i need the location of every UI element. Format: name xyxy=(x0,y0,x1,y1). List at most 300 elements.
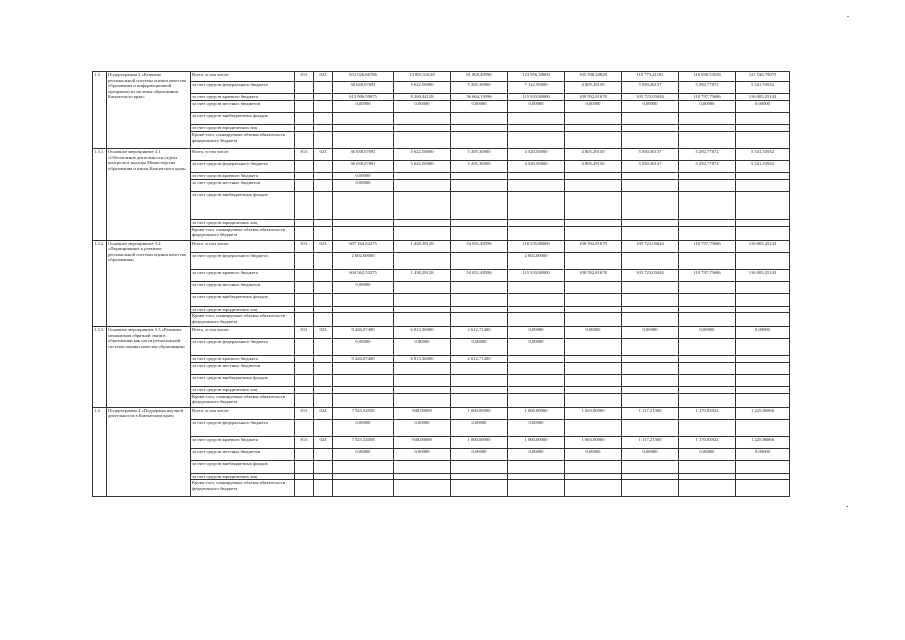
total-amount-cell: 7 525,32058 xyxy=(333,436,394,448)
grbs-code xyxy=(295,306,314,313)
year-amount-cell xyxy=(565,173,622,180)
program-code xyxy=(314,82,333,94)
grbs-code xyxy=(295,473,314,480)
grbs-code xyxy=(295,220,314,227)
table-row xyxy=(93,192,790,220)
year-amount-cell: 123 956,38000 xyxy=(508,72,565,82)
year-amount-cell xyxy=(508,125,565,132)
funding-source-label: Кроме того, планируемые объемы обязательств федерального бюджета xyxy=(191,393,295,407)
table-row xyxy=(93,82,790,94)
year-amount-cell xyxy=(679,393,736,407)
year-amount-cell xyxy=(394,220,451,227)
year-amount-cell xyxy=(565,125,622,132)
year-amount-cell: 2 602,00000 xyxy=(508,252,565,269)
grbs-code xyxy=(295,460,314,473)
year-amount-cell xyxy=(451,180,508,192)
funding-source-label: за счет средств краевого бюджета xyxy=(191,436,295,448)
year-amount-cell: 5 541,53932 xyxy=(736,82,790,94)
program-code xyxy=(314,252,333,269)
funding-source-label: Всего, в том числе: xyxy=(191,327,295,339)
year-amount-cell: 0,00000 xyxy=(451,101,508,113)
year-amount-cell: 0,00000 xyxy=(679,101,736,113)
year-amount-cell xyxy=(451,226,508,240)
year-amount-cell xyxy=(679,220,736,227)
year-amount-cell: 0,00000 xyxy=(394,448,451,460)
budget-table xyxy=(92,71,790,497)
year-amount-cell xyxy=(451,132,508,149)
year-amount-cell xyxy=(451,125,508,132)
year-amount-cell xyxy=(622,113,679,125)
funding-source-label: за счет средств местных бюджетов xyxy=(191,281,295,293)
year-amount-cell xyxy=(451,220,508,227)
year-amount-cell xyxy=(508,173,565,180)
year-amount-cell: 5 050,36137 xyxy=(622,161,679,173)
grbs-code: 813 xyxy=(295,407,314,419)
funding-source-label: Всего, в том числе: xyxy=(191,149,295,161)
year-amount-cell xyxy=(622,419,679,436)
item-number: 1.3.3. xyxy=(93,327,107,408)
year-amount-cell xyxy=(451,387,508,394)
program-code xyxy=(314,473,333,480)
year-amount-cell: 1 225,86866 xyxy=(736,407,790,419)
year-amount-cell xyxy=(565,192,622,220)
year-amount-cell: 115 933,88000 xyxy=(508,269,565,281)
year-amount-cell xyxy=(565,393,622,407)
funding-source-label: Всего, в том числе: xyxy=(191,240,295,252)
program-code: 024 xyxy=(314,407,333,419)
year-amount-cell xyxy=(508,192,565,220)
funding-source-label: Кроме того, планируемые объемы обязательств федерального бюджета xyxy=(191,226,295,240)
total-amount-cell xyxy=(333,192,394,220)
funding-source-label: за счет средств федерального бюджета xyxy=(191,252,295,269)
total-amount-cell: 0,00000 xyxy=(333,448,394,460)
year-amount-cell: 948,00000 xyxy=(394,436,451,448)
year-amount-cell: 6 813,36000 xyxy=(394,356,451,363)
total-amount-cell: 0,00000 xyxy=(333,173,394,180)
year-amount-cell xyxy=(565,473,622,480)
program-code xyxy=(314,375,333,387)
year-amount-cell xyxy=(508,480,565,497)
year-amount-cell: 116 090,53558 xyxy=(679,72,736,82)
program-code xyxy=(314,363,333,375)
table-row xyxy=(93,226,790,240)
year-amount-cell xyxy=(679,173,736,180)
year-amount-cell xyxy=(508,393,565,407)
year-amount-cell xyxy=(394,460,451,473)
grbs-code xyxy=(295,101,314,113)
grbs-code xyxy=(295,387,314,394)
year-amount-cell xyxy=(736,252,790,269)
year-amount-cell: 1 060,00000 xyxy=(451,436,508,448)
year-amount-cell xyxy=(622,132,679,149)
table-row xyxy=(93,448,790,460)
year-amount-cell: 5 541,53932 xyxy=(736,161,790,173)
year-amount-cell xyxy=(622,173,679,180)
year-amount-cell: 1 117,21300 xyxy=(622,407,679,419)
year-amount-cell: 4 805,29150 xyxy=(565,149,622,161)
year-amount-cell: 4 520,50000 xyxy=(508,161,565,173)
year-amount-cell xyxy=(508,113,565,125)
grbs-code xyxy=(295,448,314,460)
year-amount-cell xyxy=(451,113,508,125)
grbs-code xyxy=(295,125,314,132)
year-amount-cell xyxy=(394,180,451,192)
year-amount-cell: 1 225,86866 xyxy=(736,436,790,448)
year-amount-cell xyxy=(736,173,790,180)
year-amount-cell xyxy=(736,132,790,149)
year-amount-cell xyxy=(622,293,679,306)
year-amount-cell: 1 060,00000 xyxy=(451,407,508,419)
year-amount-cell: 0,00000 xyxy=(394,101,451,113)
year-amount-cell: 1 063,00000 xyxy=(565,407,622,419)
funding-source-label: за счет средств федерального бюджета xyxy=(191,419,295,436)
table-row xyxy=(93,281,790,293)
funding-source-label: за счет средств юридических лиц xyxy=(191,387,295,394)
table-row xyxy=(93,269,790,281)
year-amount-cell: 100 592,81678 xyxy=(565,240,622,252)
year-amount-cell: 5 205,30000 xyxy=(451,82,508,94)
year-amount-cell: 105 723,05044 xyxy=(622,94,679,101)
program-code xyxy=(314,192,333,220)
year-amount-cell: 7 122,50000 xyxy=(508,82,565,94)
year-amount-cell: 948,00000 xyxy=(394,407,451,419)
year-amount-cell xyxy=(508,375,565,387)
grbs-code xyxy=(295,339,314,356)
funding-source-label: за счет средств краевого бюджета xyxy=(191,356,295,363)
year-amount-cell: 110 797,75686 xyxy=(679,240,736,252)
year-amount-cell: 0,00000 xyxy=(622,327,679,339)
year-amount-cell xyxy=(736,480,790,497)
year-amount-cell xyxy=(736,356,790,363)
total-amount-cell: 38 640,07091 xyxy=(333,82,394,94)
table-row xyxy=(93,94,790,101)
year-amount-cell: 110 797,75686 xyxy=(679,94,736,101)
program-code xyxy=(314,419,333,436)
grbs-code xyxy=(295,173,314,180)
year-amount-cell xyxy=(622,387,679,394)
year-amount-cell xyxy=(508,226,565,240)
funding-source-label: за счет средств юридических лиц xyxy=(191,220,295,227)
total-amount-cell xyxy=(333,460,394,473)
program-code: 024 xyxy=(314,436,333,448)
year-amount-cell xyxy=(679,473,736,480)
year-amount-cell xyxy=(736,460,790,473)
scan-mark xyxy=(847,16,849,17)
table-row xyxy=(93,473,790,480)
program-code xyxy=(314,180,333,192)
year-amount-cell: 54 051,48596 xyxy=(451,269,508,281)
grbs-code xyxy=(295,363,314,375)
table-row xyxy=(93,252,790,269)
table-row xyxy=(93,313,790,327)
item-number: 1.3.2. xyxy=(93,240,107,327)
grbs-code xyxy=(295,252,314,269)
year-amount-cell xyxy=(451,393,508,407)
total-amount-cell xyxy=(333,480,394,497)
year-amount-cell xyxy=(451,192,508,220)
year-amount-cell xyxy=(622,226,679,240)
year-amount-cell: 5 050,36137 xyxy=(622,149,679,161)
year-amount-cell: 5 292,77872 xyxy=(679,149,736,161)
year-amount-cell xyxy=(508,356,565,363)
program-code xyxy=(314,113,333,125)
table-row xyxy=(93,72,790,82)
grbs-code: 813 xyxy=(295,436,314,448)
total-amount-cell xyxy=(333,113,394,125)
year-amount-cell: 4 805,29150 xyxy=(565,82,622,94)
grbs-code xyxy=(295,132,314,149)
year-amount-cell xyxy=(736,192,790,220)
program-code xyxy=(314,269,333,281)
program-code xyxy=(314,173,333,180)
year-amount-cell xyxy=(508,281,565,293)
year-amount-cell xyxy=(451,473,508,480)
year-amount-cell xyxy=(622,356,679,363)
year-amount-cell: 5 205,30000 xyxy=(451,161,508,173)
year-amount-cell xyxy=(451,306,508,313)
year-amount-cell: 1 060,00000 xyxy=(508,407,565,419)
year-amount-cell: 1 063,00000 xyxy=(565,436,622,448)
year-amount-cell xyxy=(451,460,508,473)
year-amount-cell xyxy=(565,387,622,394)
year-amount-cell: 0,00000 xyxy=(451,339,508,356)
year-amount-cell xyxy=(394,252,451,269)
year-amount-cell xyxy=(394,313,451,327)
year-amount-cell xyxy=(736,293,790,306)
table-row xyxy=(93,387,790,394)
total-amount-cell: 652 026,66766 xyxy=(333,72,394,82)
year-amount-cell xyxy=(394,306,451,313)
year-amount-cell: 6 813,36000 xyxy=(394,327,451,339)
year-amount-cell: 100 592,81678 xyxy=(565,94,622,101)
year-amount-cell xyxy=(394,113,451,125)
funding-source-label: за счет средств внебюджетных фондов xyxy=(191,460,295,473)
grbs-code xyxy=(295,161,314,173)
year-amount-cell xyxy=(451,375,508,387)
program-code xyxy=(314,306,333,313)
total-amount-cell: 0,00000 xyxy=(333,180,394,192)
year-amount-cell: 8 269,44128 xyxy=(394,94,451,101)
year-amount-cell xyxy=(679,363,736,375)
table-row xyxy=(93,149,790,161)
year-amount-cell: 0,00000 xyxy=(451,419,508,436)
year-amount-cell xyxy=(508,313,565,327)
total-amount-cell xyxy=(333,387,394,394)
table-row xyxy=(93,363,790,375)
total-amount-cell xyxy=(333,393,394,407)
year-amount-cell xyxy=(508,293,565,306)
total-amount-cell: 0,00000 xyxy=(333,101,394,113)
funding-source-label: Всего, в том числе: xyxy=(191,407,295,419)
year-amount-cell xyxy=(394,387,451,394)
year-amount-cell xyxy=(736,306,790,313)
year-amount-cell: 0,00000 xyxy=(622,101,679,113)
funding-source-label: за счет средств внебюджетных фондов xyxy=(191,375,295,387)
program-code xyxy=(314,94,333,101)
year-amount-cell xyxy=(394,375,451,387)
year-amount-cell: 0,00000 xyxy=(508,327,565,339)
year-amount-cell: 5 622,50000 xyxy=(394,149,451,161)
grbs-code xyxy=(295,281,314,293)
item-number: 1.3.1. xyxy=(93,149,107,241)
funding-source-label: Кроме того, планируемые объемы обязательств федерального бюджета xyxy=(191,132,295,149)
year-amount-cell xyxy=(679,125,736,132)
program-code xyxy=(314,387,333,394)
total-amount-cell: 0,00000 xyxy=(333,281,394,293)
scan-mark xyxy=(846,506,848,507)
total-amount-cell: 604 562,52275 xyxy=(333,269,394,281)
program-code: 023 xyxy=(314,149,333,161)
year-amount-cell xyxy=(565,281,622,293)
grbs-code xyxy=(295,180,314,192)
year-amount-cell: 110 797,75686 xyxy=(679,269,736,281)
year-amount-cell: 0,00000 xyxy=(565,448,622,460)
year-amount-cell xyxy=(565,220,622,227)
total-amount-cell xyxy=(333,363,394,375)
item-number: 1.4. xyxy=(93,407,107,497)
year-amount-cell: 0,00000 xyxy=(451,448,508,460)
total-amount-cell xyxy=(333,132,394,149)
year-amount-cell: 116 005,25143 xyxy=(736,240,790,252)
year-amount-cell xyxy=(736,473,790,480)
year-amount-cell: 100 592,81678 xyxy=(565,269,622,281)
grbs-code xyxy=(295,375,314,387)
year-amount-cell xyxy=(679,281,736,293)
funding-source-label: за счет средств юридических лиц xyxy=(191,306,295,313)
year-amount-cell xyxy=(679,356,736,363)
year-amount-cell: 5 292,77872 xyxy=(679,82,736,94)
year-amount-cell xyxy=(622,480,679,497)
program-code xyxy=(314,460,333,473)
year-amount-cell xyxy=(622,125,679,132)
table-row xyxy=(93,407,790,419)
program-name: Подпрограмма 3 «Развитие региональной системы оценки качества образования и информационной прозрачности системы образования Камчатского края» xyxy=(107,72,191,149)
table-row xyxy=(93,356,790,363)
funding-source-label: за счет средств федерального бюджета xyxy=(191,82,295,94)
year-amount-cell xyxy=(679,180,736,192)
program-code xyxy=(314,125,333,132)
total-amount-cell: 36 038,07091 xyxy=(333,161,394,173)
table-row xyxy=(93,132,790,149)
year-amount-cell xyxy=(736,125,790,132)
table-body xyxy=(93,72,790,497)
year-amount-cell xyxy=(394,363,451,375)
year-amount-cell: 121 546,79075 xyxy=(736,72,790,82)
table-row xyxy=(93,240,790,252)
year-amount-cell xyxy=(736,363,790,375)
year-amount-cell: 1 438,28128 xyxy=(394,240,451,252)
grbs-code xyxy=(295,94,314,101)
year-amount-cell: 0,00000 xyxy=(508,419,565,436)
total-amount-cell: 7 525,32058 xyxy=(333,407,394,419)
total-amount-cell xyxy=(333,473,394,480)
year-amount-cell xyxy=(451,173,508,180)
program-code xyxy=(314,339,333,356)
program-code xyxy=(314,393,333,407)
table-row xyxy=(93,327,790,339)
year-amount-cell xyxy=(394,393,451,407)
table-row xyxy=(93,375,790,387)
table-row xyxy=(93,460,790,473)
year-amount-cell xyxy=(508,473,565,480)
year-amount-cell: 1 438,28128 xyxy=(394,269,451,281)
year-amount-cell xyxy=(565,419,622,436)
funding-source-label: за счет средств краевого бюджета xyxy=(191,269,295,281)
year-amount-cell xyxy=(679,306,736,313)
funding-source-label: за счет средств внебюджетных фондов xyxy=(191,293,295,306)
table-row xyxy=(93,161,790,173)
year-amount-cell: 0,00000 xyxy=(736,101,790,113)
grbs-code xyxy=(295,113,314,125)
year-amount-cell: 0,00000 xyxy=(736,448,790,460)
year-amount-cell xyxy=(736,226,790,240)
program-code xyxy=(314,101,333,113)
grbs-code: 813 xyxy=(295,72,314,82)
grbs-code xyxy=(295,393,314,407)
year-amount-cell xyxy=(736,113,790,125)
year-amount-cell xyxy=(622,220,679,227)
year-amount-cell xyxy=(736,339,790,356)
year-amount-cell xyxy=(736,313,790,327)
year-amount-cell xyxy=(679,375,736,387)
year-amount-cell xyxy=(736,419,790,436)
year-amount-cell xyxy=(565,252,622,269)
year-amount-cell xyxy=(679,460,736,473)
year-amount-cell: 0,00000 xyxy=(622,448,679,460)
year-amount-cell xyxy=(622,306,679,313)
funding-source-label: за счет средств местных бюджетов xyxy=(191,448,295,460)
year-amount-cell: 2 612,71400 xyxy=(451,356,508,363)
program-code xyxy=(314,132,333,149)
year-amount-cell xyxy=(394,480,451,497)
year-amount-cell: 0,00000 xyxy=(736,327,790,339)
grbs-code: 813 xyxy=(295,327,314,339)
funding-source-label: Кроме того, планируемые объемы обязательств федерального бюджета xyxy=(191,480,295,497)
year-amount-cell: 1 170,83922 xyxy=(679,436,736,448)
grbs-code xyxy=(295,226,314,240)
year-amount-cell: 5 292,77872 xyxy=(679,161,736,173)
year-amount-cell xyxy=(622,375,679,387)
table-row xyxy=(93,220,790,227)
year-amount-cell xyxy=(736,393,790,407)
year-amount-cell xyxy=(679,339,736,356)
year-amount-cell xyxy=(394,132,451,149)
year-amount-cell xyxy=(679,387,736,394)
year-amount-cell xyxy=(736,375,790,387)
program-code: 023 xyxy=(314,72,333,82)
year-amount-cell xyxy=(679,480,736,497)
table-row xyxy=(93,306,790,313)
program-code: 023 xyxy=(314,327,333,339)
total-amount-cell xyxy=(333,220,394,227)
year-amount-cell: 13 891,94128 xyxy=(394,72,451,82)
year-amount-cell xyxy=(394,293,451,306)
total-amount-cell: 613 986,59675 xyxy=(333,94,394,101)
year-amount-cell: 56 664,19596 xyxy=(451,94,508,101)
year-amount-cell xyxy=(394,173,451,180)
table-row xyxy=(93,173,790,180)
program-code xyxy=(314,293,333,306)
year-amount-cell xyxy=(508,132,565,149)
year-amount-cell: 0,00000 xyxy=(679,448,736,460)
year-amount-cell xyxy=(622,313,679,327)
year-amount-cell xyxy=(622,460,679,473)
year-amount-cell: 1 117,21300 xyxy=(622,436,679,448)
year-amount-cell: 116 005,25143 xyxy=(736,269,790,281)
program-code xyxy=(314,480,333,497)
year-amount-cell xyxy=(736,180,790,192)
year-amount-cell: 0,00000 xyxy=(565,101,622,113)
